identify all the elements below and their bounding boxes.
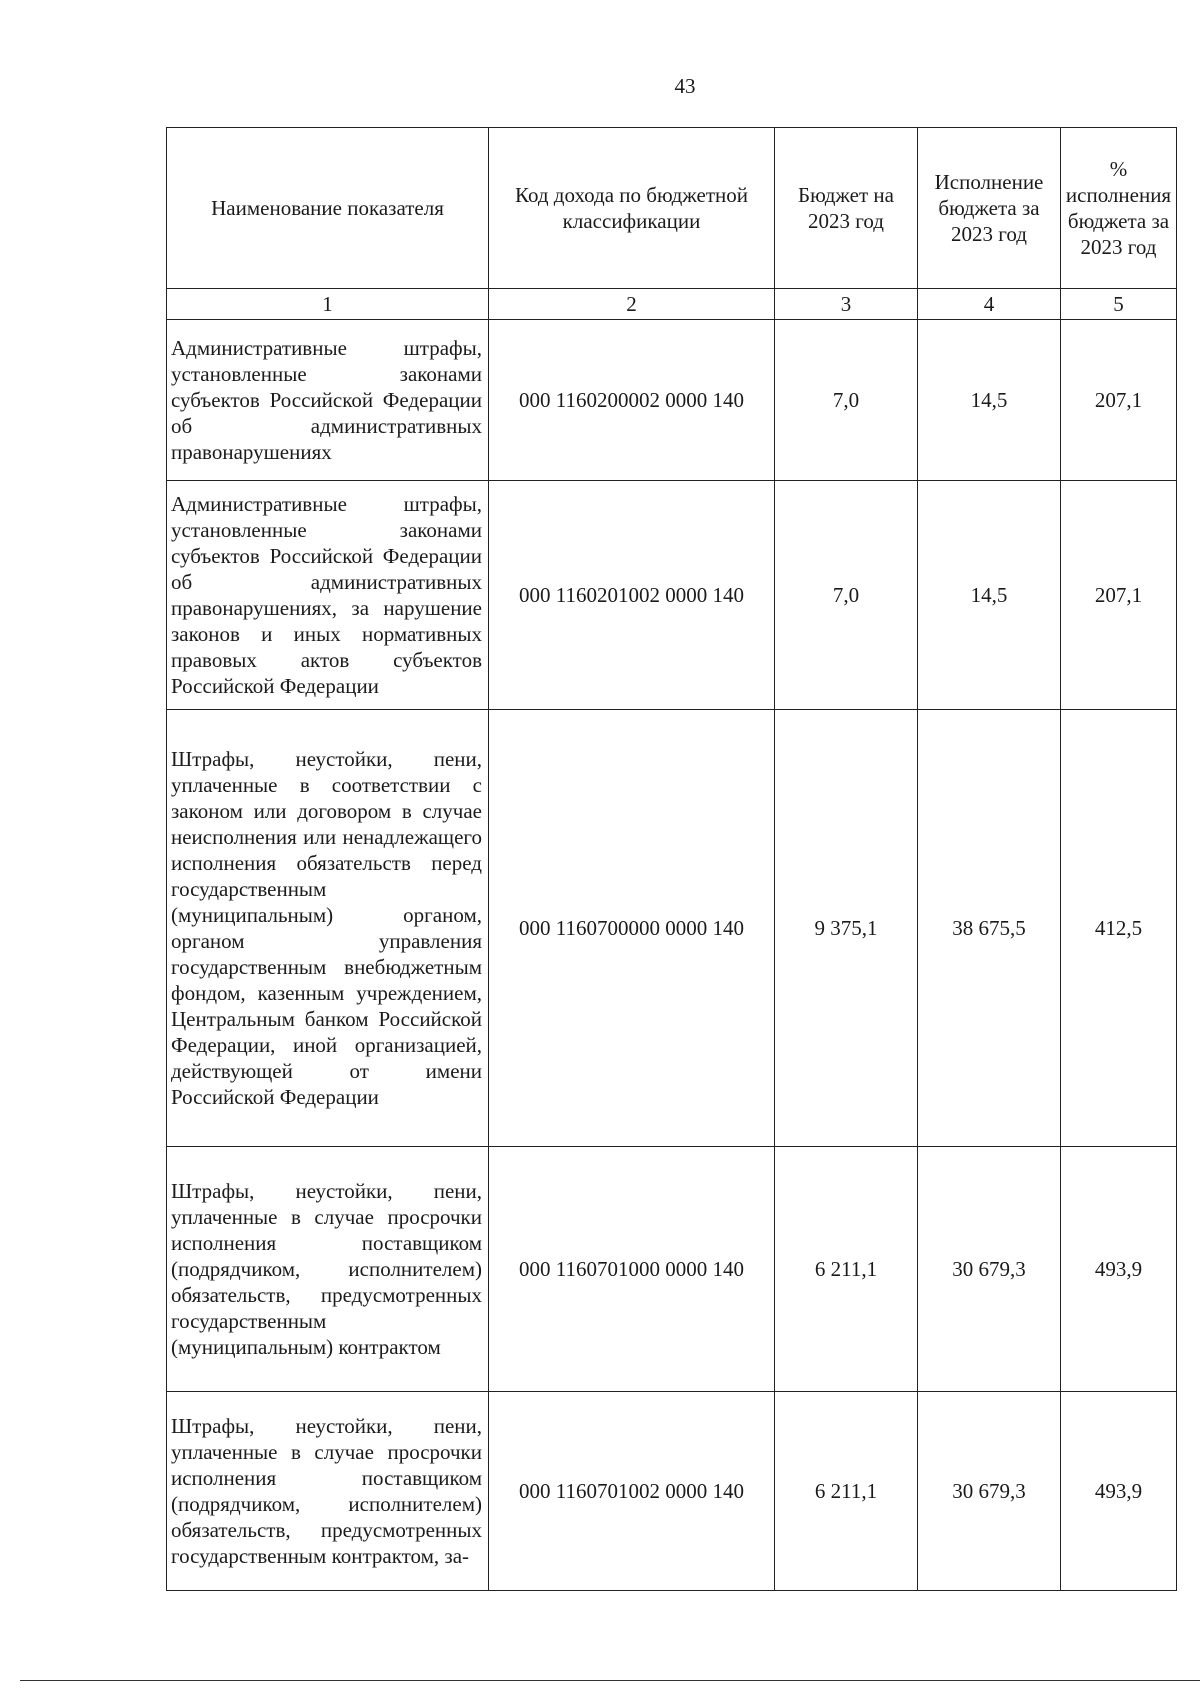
indicator-name: Штрафы, неустойки, пени, уплаченные в соответствии с законом или договором в случае неисполнения или ненадлежащего исполнения обязательств перед государственным (муниципальным) органом, органом управления государственным внебюджетным фондом, казенным учреждением, Центральным банком Российской Федерации, иной организацией, действующей от имени Российской Федерации — [167, 710, 489, 1147]
percent-value: 493,9 — [1061, 1392, 1177, 1591]
header-percent: % исполнения бюджета за 2023 год — [1061, 128, 1177, 289]
budget-value: 6 211,1 — [775, 1392, 918, 1591]
income-code: 000 1160700000 0000 140 — [489, 710, 775, 1147]
table-row — [167, 710, 1177, 1147]
table-row — [167, 320, 1177, 481]
execution-value: 38 675,5 — [918, 710, 1061, 1147]
income-code: 000 1160201002 0000 140 — [489, 481, 775, 710]
income-code: 000 1160701000 0000 140 — [489, 1147, 775, 1392]
percent-value: 412,5 — [1061, 710, 1177, 1147]
header-budget: Бюджет на 2023 год — [775, 128, 918, 289]
bottom-rule — [20, 1680, 1200, 1681]
income-code: 000 1160701002 0000 140 — [489, 1392, 775, 1591]
header-row — [167, 128, 1177, 289]
execution-value: 14,5 — [918, 320, 1061, 481]
budget-value: 6 211,1 — [775, 1147, 918, 1392]
budget-value: 7,0 — [775, 320, 918, 481]
table-row — [167, 1392, 1177, 1591]
indicator-name: Штрафы, неустойки, пени, уплаченные в случае просрочки исполнения поставщиком (подрядчиком, исполнителем) обязательств, предусмотренных государственным контрактом, за- — [167, 1392, 489, 1591]
column-number: 5 — [1061, 289, 1177, 320]
indicator-name: Штрафы, неустойки, пени, уплаченные в случае просрочки исполнения поставщиком (подрядчиком, исполнителем) обязательств, предусмотренных государственным (муниципальным) контрактом — [167, 1147, 489, 1392]
execution-value: 14,5 — [918, 481, 1061, 710]
column-number: 3 — [775, 289, 918, 320]
percent-value: 493,9 — [1061, 1147, 1177, 1392]
page-number: 43 — [674, 74, 696, 98]
budget-table — [166, 127, 1177, 1591]
percent-value: 207,1 — [1061, 320, 1177, 481]
percent-value: 207,1 — [1061, 481, 1177, 710]
header-code: Код дохода по бюджетной классификации — [489, 128, 775, 289]
column-number: 4 — [918, 289, 1061, 320]
table-row — [167, 1147, 1177, 1392]
header-execution: Исполнение бюджета за 2023 год — [918, 128, 1061, 289]
header-name: Наименование показателя — [167, 128, 489, 289]
column-number: 2 — [489, 289, 775, 320]
budget-value: 9 375,1 — [775, 710, 918, 1147]
table-row — [167, 481, 1177, 710]
budget-value: 7,0 — [775, 481, 918, 710]
indicator-name: Административные штрафы, установленные законами субъектов Российской Федерации об административных правонарушениях — [167, 320, 489, 481]
execution-value: 30 679,3 — [918, 1147, 1061, 1392]
income-code: 000 1160200002 0000 140 — [489, 320, 775, 481]
column-number-row — [167, 289, 1177, 320]
column-number: 1 — [167, 289, 489, 320]
indicator-name: Административные штрафы, установленные законами субъектов Российской Федерации об административных правонарушениях, за нарушение законов и иных нормативных правовых актов субъектов Российской Федерации — [167, 481, 489, 710]
execution-value: 30 679,3 — [918, 1392, 1061, 1591]
